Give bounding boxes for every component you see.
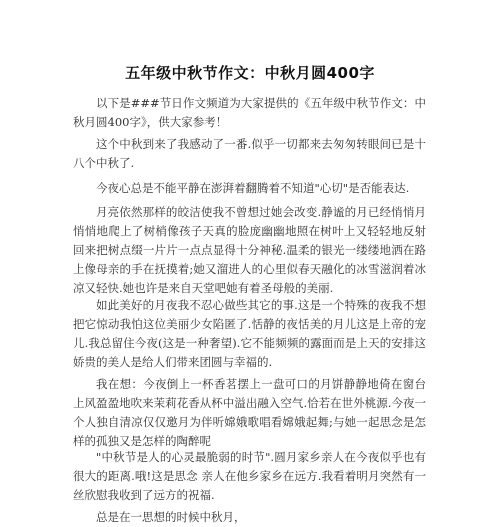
paragraph-intro: 以下是###节日作文频道为大家提供的《五年级中秋节作文：中秋月圆400字》，供大家参考！ [73,96,426,129]
paragraph-2: 今夜心总是不能平静在澎湃着翻腾着不知道"心切"是否能表达. [96,181,410,195]
paragraph-7: 总是在一思想的时候中秋月， [96,510,246,524]
paragraph-1: 这个中秋到来了我感动了一番.似乎一切都来去匆匆转眼间已是十八个中秋了. [73,137,426,170]
paragraph-6: "中秋节是人的心灵最脆弱的时节".圆月家乡亲人在今夜似乎也有很大的距离.哦!这是思念 亲人在他乡家乡在远方.我看着明月突然有一丝欣慰我收到了远方的祝福. [73,450,426,502]
paragraph-4: 如此美好的月夜我不忍心做些其它的事.这是一个特殊的夜我不想把它惊动我怕这位美丽少女陷匿了.恬静的夜恬美的月儿这是上帝的宠儿.我总留住今夜(这是一种奢望).它不能频频的露面而是上天的安排这娇贵的美人是给人们带来团圆与幸福的. [73,298,426,369]
article-title: 五年级中秋节作文：中秋月圆400字 [125,64,375,82]
paragraph-3: 月亮依然那样的皎洁使我不曾想过她会改变.静谧的月已经悄悄月悄悄地爬上了树梢像孩子天真的脸庞幽幽地照在树叶上又轻轻地反射回来把树点缀一片片一点点显得十分神秘.温柔的银光一缕缕地洒在路上像母亲的手在抚摸着;她又溜进人的心里似春天融化的冰雪滋润着冰凉又轻快.她也许是来自天堂吧她有着圣母般的美丽. [73,205,426,295]
paragraph-5: 我在想：今夜倒上一杯香茗摆上一盘可口的月饼静静地倚在窗台上风盈盈地吹来茉莉花香从杯中溢出融入空气.恰若在世外桃源.今夜一个人独自清凉仅仅邀月为伴听嫦娥歌唱看嫦娥起舞;与她一起思念是怎样的孤独又是怎样的陶醉呢 [73,377,426,448]
